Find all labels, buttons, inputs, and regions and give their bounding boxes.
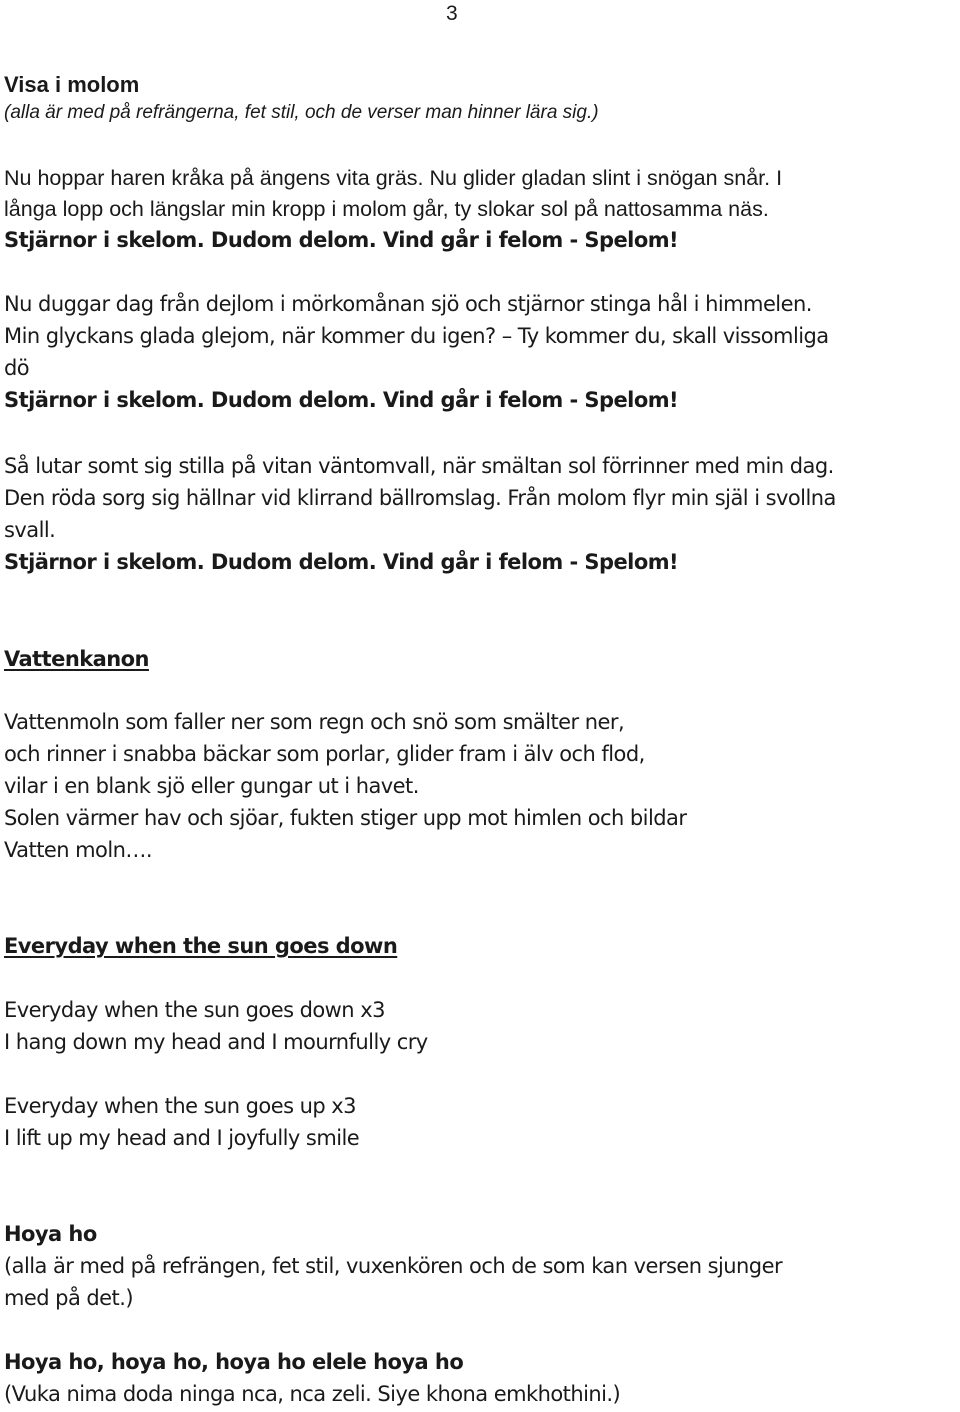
song-subtitle-visa-i-molom: (alla är med på refrängerna, fet stil, och de verser man hinner lära sig.) (4, 102, 599, 123)
verse-line: långa lopp och längslar min kropp i molom går, ty slokar sol på nattosamma näs. (4, 197, 769, 221)
verse-line: I lift up my head and I joyfully smile (4, 1126, 360, 1150)
verse-line: Nu hoppar haren kråka på ängens vita gräs. Nu glider gladan slint i snögan snår. I (4, 166, 783, 190)
verse-line: Vatten moln…. (4, 838, 152, 862)
song-title-vattenkanon: Vattenkanon (4, 647, 149, 671)
verse-line: och rinner i snabba bäckar som porlar, glider fram i älv och flod, (4, 742, 645, 766)
song-subtitle-hoya-ho: med på det.) (4, 1286, 134, 1310)
verse-line: Min glyckans glada glejom, när kommer du igen? – Ty kommer du, skall vissomliga (4, 324, 829, 348)
vattenkanon-lyrics (4, 706, 960, 866)
verse-line: svall. (4, 518, 56, 542)
vattenkanon-header (4, 643, 960, 675)
hoya-ho-header (4, 1218, 960, 1314)
song-title-everyday: Everyday when the sun goes down (4, 934, 398, 958)
song-title-visa-i-molom: Visa i molom (4, 72, 140, 97)
visa-i-molom-verse-1 (4, 163, 960, 255)
everyday-stanza-2 (4, 1090, 960, 1154)
page-number: 3 (446, 2, 458, 25)
verse-line: vilar i en blank sjö eller gungar ut i havet. (4, 774, 419, 798)
verse-line: Everyday when the sun goes up x3 (4, 1094, 356, 1118)
verse-line: Solen värmer hav och sjöar, fukten stiger upp mot himlen och bildar (4, 806, 687, 830)
verse-line: I hang down my head and I mournfully cry (4, 1030, 428, 1054)
verse-line: dö (4, 356, 30, 380)
visa-i-molom-verse-2 (4, 288, 960, 416)
verse-line: Everyday when the sun goes down x3 (4, 998, 385, 1022)
verse-line: Nu duggar dag från dejlom i mörkomånan sjö och stjärnor stinga hål i himmelen. (4, 292, 812, 316)
verse-line: (Vuka nima doda ninga nca, nca zeli. Siye khona emkhothini.) (4, 1382, 621, 1406)
hoya-ho-lyrics (4, 1346, 960, 1410)
verse-line: Vattenmoln som faller ner som regn och snö som smälter ner, (4, 710, 625, 734)
everyday-stanza-1 (4, 994, 960, 1058)
song-subtitle-hoya-ho: (alla är med på refrängen, fet stil, vuxenkören och de som kan versen sjunger (4, 1254, 783, 1278)
visa-i-molom-header (4, 71, 960, 127)
refrain-line: Stjärnor i skelom. Dudom delom. Vind går i felom - Spelom! (4, 388, 679, 412)
verse-line: Den röda sorg sig hällnar vid klirrand bällromslag. Från molom flyr min själ i svollna (4, 486, 836, 510)
refrain-line: Stjärnor i skelom. Dudom delom. Vind går i felom - Spelom! (4, 550, 679, 574)
verse-line: Så lutar somt sig stilla på vitan väntomvall, när smältan sol förrinner med min dag. (4, 454, 834, 478)
refrain-line: Hoya ho, hoya ho, hoya ho elele hoya ho (4, 1350, 464, 1374)
song-title-hoya-ho: Hoya ho (4, 1222, 97, 1246)
visa-i-molom-verse-3 (4, 450, 960, 578)
refrain-line: Stjärnor i skelom. Dudom delom. Vind går i felom - Spelom! (4, 228, 679, 252)
everyday-header (4, 930, 960, 962)
